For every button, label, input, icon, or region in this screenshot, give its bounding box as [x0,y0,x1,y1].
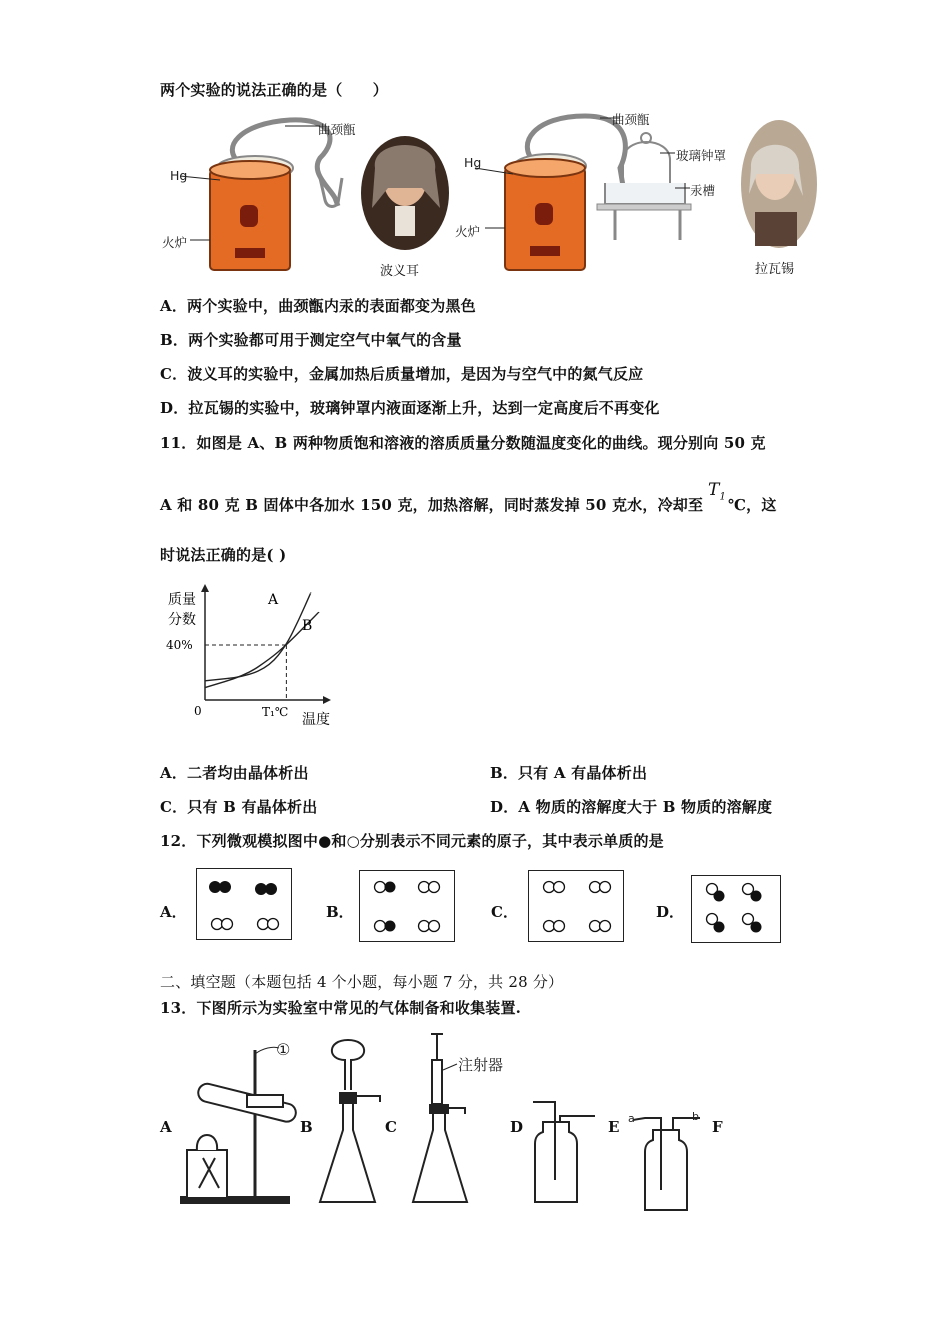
q13-stem: 13．下图所示为实验室中常见的气体制备和收集装置. [160,999,522,1017]
y-label-line2: 分数 [168,612,196,628]
y-axis-arrow [201,584,209,592]
apparatus-letter-c: C [385,1118,397,1136]
q12-option-b-diagram[interactable] [359,870,455,942]
q10-option-b[interactable]: B．两个实验都可用于测定空气中氧气的含量 [160,331,462,349]
lavoisier-apparatus-figure [455,108,825,280]
q12-option-a-label[interactable]: A． [160,903,187,921]
x-tick-t1: T₁℃ [262,705,289,719]
label-syringe: 注射器 [458,1056,504,1074]
y-label-line1: 质量 [168,592,196,608]
boyle-apparatus-figure [160,108,450,280]
mercury-trough [605,183,685,204]
label-hg-2: Hg [464,155,482,170]
series-b-label: B [302,618,313,634]
q11-stem-line1: 11．如图是 A、B 两种物质饱和溶液的溶质质量分数随温度变化的曲线。现分别向 50 克 [160,434,766,452]
c-syringe [432,1060,442,1104]
q12-option-a-diagram[interactable] [196,868,292,940]
y-tick-40: 40% [166,638,193,652]
label-port-b: b [692,1110,699,1123]
q12-option-d-label[interactable]: D． [656,903,685,921]
q11-t1-symbol: $T_1$ [708,480,727,503]
q11-option-d[interactable]: D．A 物质的溶解度大于 B 物质的溶解度 [490,798,773,816]
label-quneck-1: 曲颈甑 [318,122,356,137]
q11-option-a[interactable]: A．二者均由晶体析出 [160,764,309,782]
q12-option-b-label[interactable]: B． [326,903,354,921]
q13-apparatus-figure [175,1030,735,1220]
label-circle-one: ① [276,1040,291,1059]
x-label: 温度 [302,712,330,728]
apparatus-letter-b: B [300,1118,313,1136]
q12-option-c-label[interactable]: C． [491,903,518,921]
q10-option-a[interactable]: A．两个实验中，曲颈甑内汞的表面都变为黑色 [160,297,476,315]
c-flask [413,1110,467,1202]
q10-option-d[interactable]: D．拉瓦锡的实验中，玻璃钟罩内液面逐渐上升，达到一定高度后不再变化 [160,399,660,417]
x-axis-arrow [323,696,331,704]
label-furnace-2: 火炉 [455,224,481,239]
label-trough: 汞槽 [690,183,716,198]
q11-option-c[interactable]: C．只有 B 有晶体析出 [160,798,318,816]
f-bottle [645,1130,687,1210]
apparatus-letter-a: A [160,1118,172,1136]
label-port-a: a [628,1112,635,1125]
label-quneck-2: 曲颈甑 [612,112,650,127]
q11-stem-line3: 时说法正确的是( ) [160,546,287,564]
q11-stem-line2a: A 和 80 克 B 固体中各加水 150 克，加热溶解，同时蒸发掉 50 克水，冷却至 [160,496,704,514]
b-flask [320,1098,375,1202]
caption-lavoisier: 拉瓦锡 [755,262,795,277]
b-funnel [332,1040,364,1090]
series-a-label: A [268,592,279,608]
label-hg-1: Hg [170,168,188,183]
label-bell-jar: 玻璃钟罩 [676,148,727,163]
q10-stem: 两个实验的说法正确的是（ ） [160,81,389,99]
q11-option-b[interactable]: B．只有 A 有晶体析出 [490,764,648,782]
apparatus-letter-d: D [510,1118,524,1136]
label-furnace-1: 火炉 [162,235,188,250]
q12-stem: 12．下列微观模拟图中●和○分别表示不同元素的原子，其中表示单质的是 [160,832,664,850]
caption-boyle: 波义耳 [380,264,420,279]
q12-option-c-diagram[interactable] [528,870,624,942]
q12-option-d-diagram[interactable] [691,875,781,943]
q11-stem-line2b: ℃，这 [728,496,777,514]
apparatus-letter-e: E [608,1118,620,1136]
q11-solubility-chart [158,582,348,732]
apparatus-letter-f: F [712,1118,723,1136]
q10-option-c[interactable]: C．波义耳的实验中，金属加热后质量增加，是因为与空气中的氮气反应 [160,365,644,383]
furnace-door [240,205,258,227]
origin-label: 0 [194,704,202,718]
section-2-heading: 二、填空题（本题包括 4 个小题，每小题 7 分，共 28 分） [160,973,564,991]
